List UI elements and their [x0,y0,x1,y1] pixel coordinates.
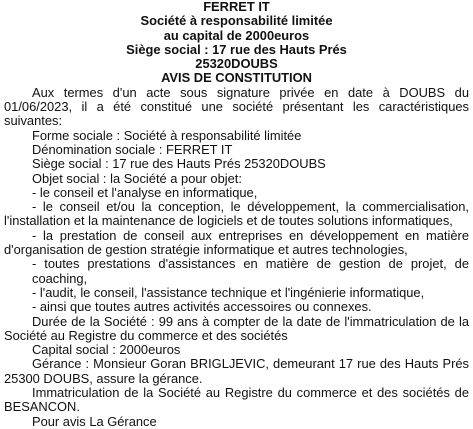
notice-title: AVIS DE CONSTITUTION [161,70,312,86]
postcode-city: 25320DOUBS [195,56,278,72]
duration-paragraph: Durée de la Société : 99 ans à compter de la date de l'immatriculation de la Société au Registre du commerce et des sociétés [4,313,469,343]
legal-form-line: Forme sociale : Société à responsabilité limitée [32,127,302,143]
intro-paragraph: Aux termes d'un acte sous signature privée en date à DOUBS du 01/06/2023, il a été constitué une société présentant les caractéristiques suivantes: [4,84,469,129]
share-capital: au capital de 2000euros [163,27,310,43]
legal-form: Société à responsabilité limitée [140,13,333,29]
registered-office: Siège social : 17 rue des Hauts Prés [126,41,347,57]
notice-body [4,86,469,429]
registered-office-line: Siège social : 17 rue des Hauts Prés 25320DOUBS [32,156,326,172]
purpose-label: Objet social : la Société a pour objet: [32,170,242,186]
purpose-item: - toutes prestations d'assistances en matière de gestion de projet, de coaching, [32,256,469,286]
management-paragraph: Gérance : Monsieur Goran BRIGLJEVIC, demeurant 17 rue des Hauts Prés 25300 DOUBS, assure la gérance. [4,356,469,386]
company-name-line: Dénomination sociale : FERRET IT [32,141,233,157]
signature-line: Pour avis La Gérance [32,413,157,429]
purpose-item: - ainsi que toutes autres activités accessoires ou connexes. [32,299,372,315]
notice-header [4,0,469,86]
purpose-item: - la prestation de conseil aux entreprises en développement en matière d'organisation de gestion stratégie informatique et autres technologies, [4,227,469,258]
company-name: FERRET IT [203,0,270,14]
capital-line: Capital social : 2000euros [32,342,181,358]
purpose-item: - l'audit, le conseil, l'assistance technique et l'ingénierie informatique, [32,284,425,300]
registration-paragraph: Immatriculation de la Société au Registre du commerce et des sociétés de BESANCON. [4,385,469,415]
purpose-item: - le conseil et/ou la conception, le développement, la commercialisation, l'installation et la maintenance de logiciels et de toutes solutions informatiques, [4,199,469,229]
purpose-item: - le conseil et l'analyse en informatique, [32,184,258,200]
